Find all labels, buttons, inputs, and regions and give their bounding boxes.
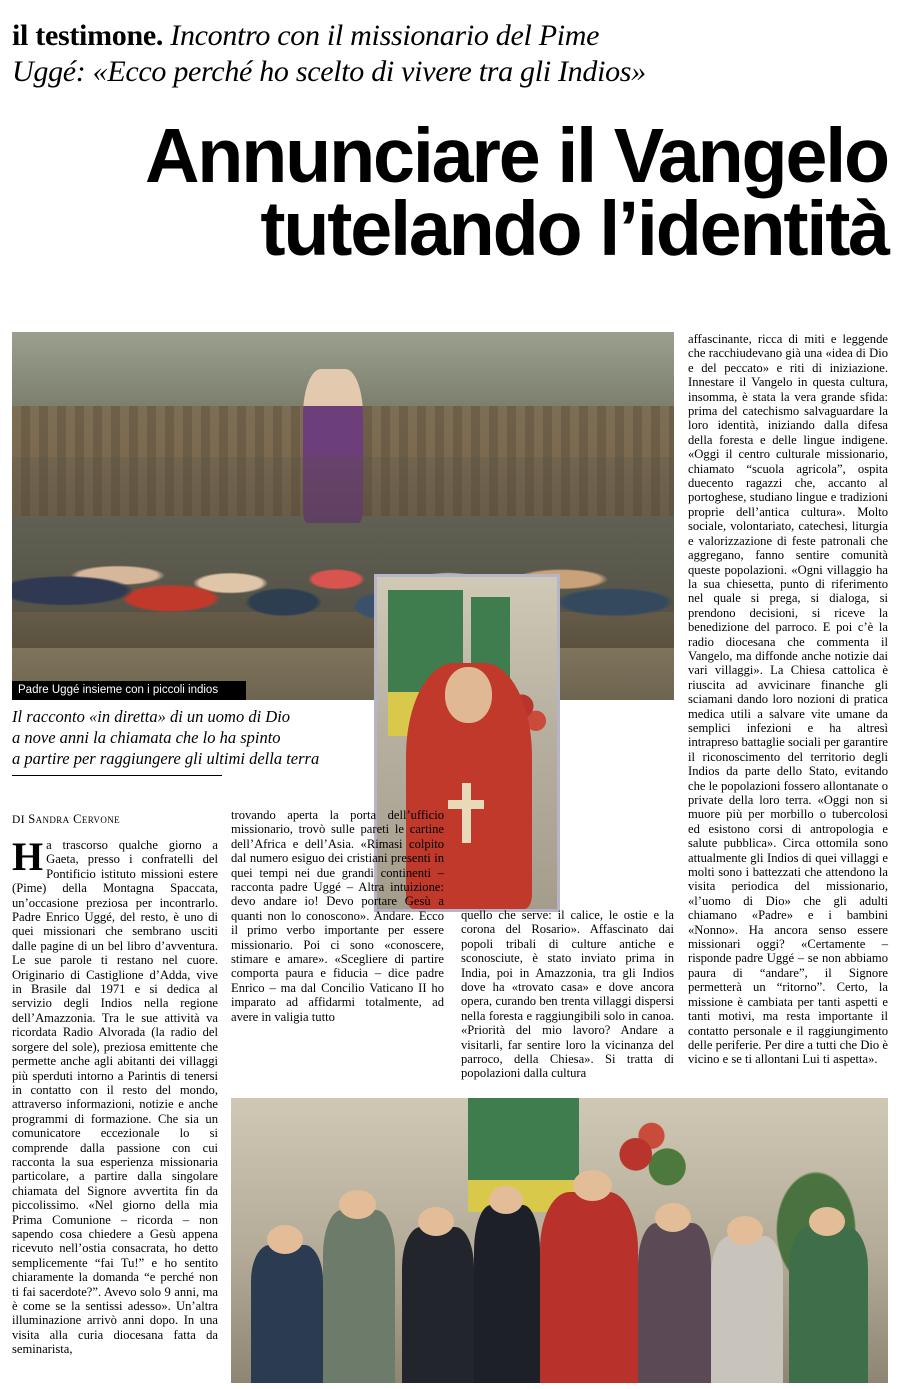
summary-divider <box>12 775 222 776</box>
headline-line-2: tutelando l’identità <box>260 186 888 272</box>
person-figure <box>789 1227 868 1383</box>
person-figure <box>323 1210 395 1383</box>
photo-group-with-priest <box>231 1098 888 1383</box>
body-column-4 <box>688 332 888 1067</box>
byline-prefix: DI <box>12 814 29 826</box>
photo-caption: Padre Uggé insieme con i piccoli indios <box>12 681 246 700</box>
person-head <box>655 1203 691 1232</box>
photo-indios-group <box>12 332 674 700</box>
person-figure <box>251 1245 323 1383</box>
kicker-line-2: Uggé: «Ecco perché ho scelto di vivere tra gli Indios» <box>12 55 646 88</box>
body-text-3: quello che serve: il calice, le ostie e la corona del Rosario». Affascinato dai popoli tribali di culture antiche e sconosciute, è stato inviato prima in India, poi in Amazzonia, tra gli Indios dove ha «trovato casa» e dove ancora opera, curando ben trenta villaggi dispersi nella foresta e raggiungibili solo in canoa. «Priorità del mio lavoro? Andare a visitarli, far sentire loro la vicinanza del parroco, della Chiesa». Si tratta di popolazioni dalla cultura <box>461 908 674 1081</box>
priest-head <box>573 1170 612 1201</box>
body-text-2: trovando aperta la porta dell’ufficio missionario, trovò sulle pareti le cartine dell’Africa e dell’Asia. «Rimasi colpito dal numero esiguo dei cristiani presenti in quei tempi nei due grandi continenti – racconta padre Uggé – Altra intuizione: devo andare io! Devo portare Gesù a quanti non lo conoscono». Andare. Ecco il primo verbo importante per essere missionario. Poi ci sono «conoscere, stimare e amare». «Scegliere di partire comporta paura e fiducia – dice padre Enrico – ma dal Concilio Vaticano II ho imparato ad affidarmi totalmente, ad avere in valigia tutto <box>231 808 444 1024</box>
person-figure <box>711 1236 783 1383</box>
cross-icon <box>462 783 471 843</box>
byline <box>12 812 218 827</box>
summary-line-2: a nove anni la chiamata che lo ha spinto <box>12 728 281 747</box>
person-head <box>339 1190 375 1219</box>
kicker-block <box>12 18 888 90</box>
priest-figure <box>540 1192 639 1383</box>
kicker-lead: il testimone. <box>12 19 164 52</box>
summary-line-1: Il racconto «in diretta» di un uomo di Dio <box>12 707 291 726</box>
bottom-people-group <box>231 1161 888 1383</box>
byline-author: Sandra Cervone <box>28 812 121 826</box>
person-head <box>489 1186 523 1214</box>
person-figure <box>638 1223 710 1383</box>
body-column-1 <box>12 834 218 1357</box>
photo-children-crowd <box>12 457 674 648</box>
inset-priest-face <box>445 667 492 723</box>
person-figure <box>474 1205 540 1383</box>
body-text-4: affascinante, ricca di miti e leggende che racchiudevano già una «idea di Dio e del peccato» e riti di iniziazione. Innestare il Vangelo in questa cultura, insomma, è stata la vera grande sfida: prima del catechismo salvaguardare la loro identità, iniziando dalla difesa della foresta e delle lingue indigene. «Oggi il centro culturale missionario, chiamato “scuola agricola”, ospita duecento ragazzi che, accanto al portoghese, studiano lingue e tradizioni proprie dell’antica cultura». Molto sociale, volontariato, catechesi, liturgia e valorizzazione di feste patronali che aggregano, fanno sentire comunità queste popolazioni. «Ogni villaggio ha la sua chiesetta, punto di riferimento nel quale si prega, si dialoga, si prendono decisioni, si riceve la benedizione del parroco. E poi c’è la radio diocesana che commenta il Vangelo, ma diffonde anche notizie dai vari villaggi». La Chiesa cattolica è riuscita ad avvicinare finanche gli sciamani dando loro nozioni di pratica medica utili a salvare vite umane da semplici infezioni e ha altresì intrapreso battaglie sociali per garantire il riconoscimento del territorio degli Indios da parte dello Stato, evitando che le popolazioni fossero allontanate o private della loro terra. «Oggi non si muore più per morbillo o tubercolosi ed esistono corsi di antropologia e salute pubblica». Circa ottomila sono attualmente gli Indios di quei villaggi e molti sono i battezzati che attendono la visita periodica del missionario, «l’uomo di Dio» che gli adulti chiamano «Padre» e i bambini «Nonno». Ha ancora senso essere missionari oggi? «Certamente – risponde padre Uggé – se non abbiamo paura di “andare”, il Signore permetterà un “ritorno”. Certo, la missione è cambiata per tanti aspetti e tanti motivi, ma resta importante il contatto personale e il raggiungimento delle periferie. Per dire a tutti che Dio è vicino e se ti allontani Lui ti aspetta». <box>688 332 889 1067</box>
kicker-line-1 <box>12 18 888 54</box>
kicker-line-1-text: Incontro con il missionario del Pime <box>163 19 600 52</box>
body-column-2 <box>231 808 444 1024</box>
page-title <box>12 113 888 272</box>
article-summary <box>12 706 364 776</box>
body-column-3 <box>461 908 674 1081</box>
summary-line-3: a partire per raggiungere gli ultimi della terra <box>12 749 320 768</box>
headline-line-1: Annunciare il Vangelo <box>144 113 888 199</box>
person-figure <box>402 1227 474 1383</box>
body-text-1: Ha trascorso qualche giorno a Gaeta, presso i confratelli del Pontificio istituto missioni estere (Pime) della Montagna Spaccata, un’occasione preziosa per incontrarlo. Padre Enrico Uggé, del resto, è uno di quei missionari che sembrano usciti dalle pagine di un bel libro d’avventura. Le sue parole ti restano nel cuore. Originario di Castiglione d’Adda, vive in Brasile dal 1971 e si dedica al servizio degli Indios nella regione dell’Amazzonia. Tra le sue attività va ricordata Radio Alvorada (la radio del sorgere del sole), preziosa emittente che permette anche agli abitanti dei villaggi più sperduti intorno a Parintis di tenersi in contatto con il resto del mondo, attraverso informazioni, notizie e anche programmi di formazione. Che sia un comunicatore eccezionale lo si comprende dalla passione con cui racconta la sua esperienza missionaria particolare, a partire dalla singolare chiamata del Signore avvertita fin da piccolissimo. «Nel giorno della mia Prima Comunione – ricorda – non sapendo cosa chiedere a Gesù appena ricevuto nell’ostia consacrata, ho detto semplicemente “fai Tu!” e ho sentito chiaramente la domanda “e perché non ti fai sacerdote?”. Avevo solo 9 anni, ma è come se la sentissi adesso». Un’altra illuminazione arrivò anni dopo. In una visita alla curia diocesana fatta da seminarista, <box>12 834 218 1357</box>
